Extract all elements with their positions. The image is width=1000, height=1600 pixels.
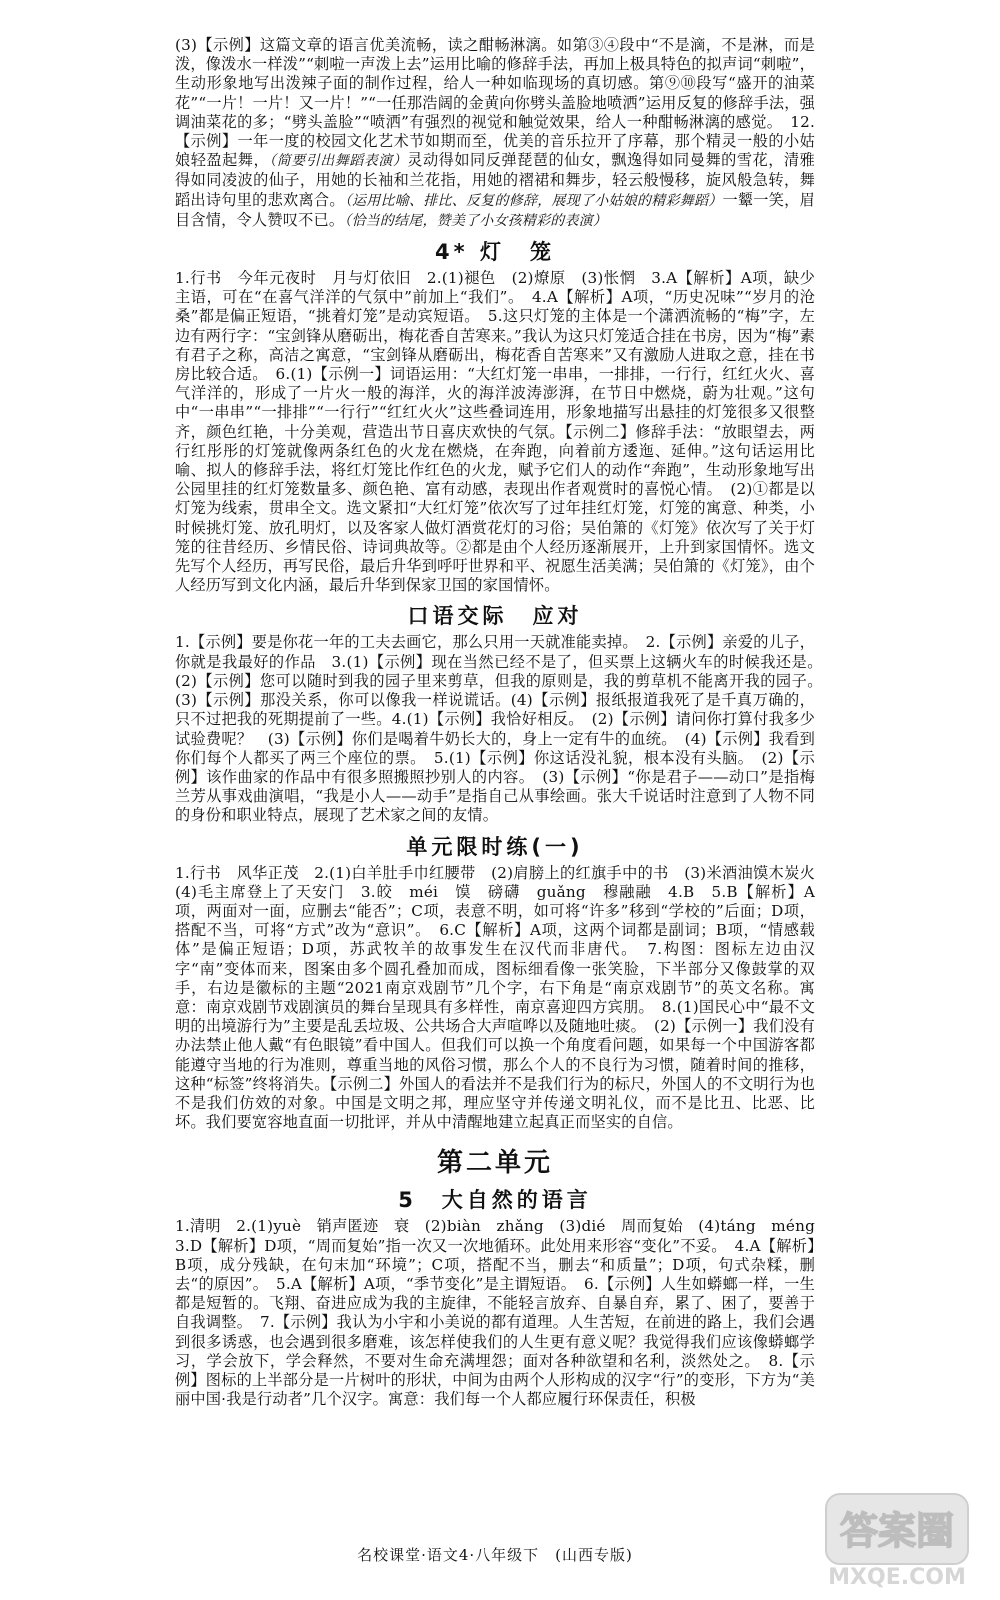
annotation: （简要引出舞蹈表演） xyxy=(269,153,408,170)
lesson-4-title: 4* 灯 笼 xyxy=(435,240,555,265)
lesson-4-answers: 1.行书 今年元夜时 月与灯依旧 2.(1)褪色 (2)燎原 (3)怅惘 3.A【解析】A项，缺少主语，可在“在喜气洋洋的气氛中”前加上“我们”。 4.A【解析】A项，“历史况味”“岁月的沧桑”都是偏正短语，“挑着灯笼”是动宾短语。 5.这只灯笼的主体是一个潇洒流畅的“梅”字，左边有两行字：“宝剑锋从磨砺出，梅花香自苦寒来。”我认为这只灯笼适合挂在书房，因为“梅”素有君子之称，高洁之寓意，“宝剑锋从磨砺出，梅花香自苦寒来”又有激励人进取之意，挂在书房比较合适。 6.(1)【示例一】词语运用：“大红灯笼一串串，一排排，一行行，红红火火、喜气洋洋的，形成了一片火一般的海洋，火的海洋波涛澎湃，在节日中燃烧，蔚为壮观。”这句中“一串串”“一排排”“一行行”“红红火火”这些叠词连用，形象地描写出悬挂的灯笼很多又很整齐，颜色红艳，十分美观，营造出节日喜庆欢快的气氛。【示例二】修辞手法：“放眼望去，两行红彤彤的灯笼就像两条红色的火龙在燃烧，在奔跑，向着前方逶迤、延伸。”这句话运用比喻、拟人的修辞手法，将红灯笼比作红色的火龙，赋予它们人的动作“奔跑”，生动形象地写出公园里挂的红灯笼数量多、颜色艳、富有动感，表现出作者观赏时的喜悦心情。 (2)①都是以灯笼为线索，贯串全文。选文紧扣“大红灯笼”依次写了过年挂红灯笼，灯笼的寓意、种类，小时候挑灯笼、放孔明灯，以及客家人做灯酒赏花灯的习俗；吴伯箫的《灯笼》依次写了关于灯笼的往昔经历、乡情民俗、诗词典故等。②都是由个人经历逐渐展开，上升到家国情怀。选文先写个人经历，再写民俗，最后升华到呼吁世界和平、祝愿生活美满；吴伯箫的《灯笼》，由个人经历写到文化内涵，最后升华到保家卫国的家国情怀。 xyxy=(175,269,815,595)
watermark-url: MXQE.COM xyxy=(828,1565,966,1590)
page-footer: 名校课堂·语文4·八年级下 (山西专版) xyxy=(357,1546,633,1564)
annotation: （恰当的结尾，赞美了小女孩精彩的表演） xyxy=(344,212,608,229)
answer-text: (3)【示例】这篇文章的语言优美流畅，读之酣畅淋漓。如第③④段中“不是滴，不是淋，而是泼，像泼水一样泼”“刺啦一声泼上去”运用比喻的修辞手法，再加上极具特色的拟声词“刺啦”，生动形象地写出泼辣子面的制作过程，给人一种如临现场的真切感。第⑨⑩段写“盛开的油菜花”“一片！一片！又一片！”“一任那浩阔的金黄向你劈头盖脸地喷洒”运用反复的修辞手法，强调油菜花的多；“劈头盖脸”“喷洒”有强烈的视觉和触觉效果，给人一种酣畅淋漓的感觉。 12.【示例】一年一度的校园文化艺术节如期而至，优美的音乐拉开了序幕，那个精灵一般的小姑娘轻盈起舞， xyxy=(175,36,815,170)
lesson-5-title: 5 大自然的语言 xyxy=(398,1188,592,1213)
unit-timed-practice-title: 单元限时练(一) xyxy=(406,834,584,859)
oral-communication-title: 口语交际 应对 xyxy=(407,604,583,629)
lesson-5-answers: 1.清明 2.(1)yuè 销声匿迹 衰 (2)biàn zhǎng (3)dié 周而复始 (4)táng méng 3.D【解析】D项，“周而复始”指一次又一次地循环。此处用来形容“变化”不妥。 4.A【解析】B项，成分残缺，在句末加“环境”；C项，搭配不当，删去“和质量”；D项，句式杂糅，删去“的原因”。 5.A【解析】A项，“季节变化”是主谓短语。 6.【示例】人生如蟒螂一样，一生都是短暂的。飞翔、奋进应成为我的主旋律，不能轻言放弃、自暴自弃，累了、困了，要善于自我调整。 7.【示例】我认为小宇和小美说的都有道理。人生苦短，在前进的路上，我们会遇到很多诱惑，也会遇到很多磨难，该怎样使我们的人生更有意义呢？我觉得我们应该像蟒螂学习，学会放下，学会释然，不要对生命充满埋怨；面对各种欲望和名利，淡然处之。 8.【示例】图标的上半部分是一片树叶的形状，中间为由两个人形构成的汉字“行”的变形，下方为“美丽中国·我是行动者”几个汉字。寓意：我们每一个人都应履行环保责任，积极 xyxy=(175,1217,831,1409)
answer-text: 灵动得如同反弹琵琶的仙女，飘逸得如同曼舞的雪花，清雅得如同凌波的仙子，用她的长袖和兰花指，用她的褶裙和舞步，轻云般慢移，旋风般急转，舞蹈出诗句里的悲欢离合。 xyxy=(175,151,816,209)
continued-answer xyxy=(175,36,815,231)
answer-text: 一颦一笑，眉目含情，令人赞叹不已。 xyxy=(175,190,815,229)
watermark-text: 答案圈 xyxy=(839,1509,955,1553)
annotation: （运用比喻、排比、反复的修辞，展现了小姑娘的精彩舞蹈） xyxy=(344,192,723,209)
unit-timed-practice-answers: 1.行书 风华正茂 2.(1)白羊肚手巾红腰带 (2)肩膀上的红旗手中的书 (3)米酒油馍木炭火 (4)毛主席登上了天安门 3.皎 méi 馍 磅礴 guǎng 穆融融 4.B 5.B【解析】A项，两面对一面，应删去“能否”；C项，表意不明，如可将“许多”移到“学校的”后面；D项，搭配不当，可将“方式”改为“意识”。 6.C【解析】A项，这两个词都是副词；B项，“情感载体”是偏正短语；D项，苏武牧羊的故事发生在汉代而非唐代。 7.构图：图标左边由汉字“南”变体而来，图案由多个圆孔叠加而成，图标细看像一张笑脸，下半部分又像鼓掌的双手，右边是徽标的主题“2021南京戏剧节”几个字，右下角是“南京戏剧节”的英文名称。寓意：南京戏剧节戏剧演员的舞台呈现具有多样性，南京喜迎四方宾朋。 8.(1)国民心中“最不文明的出境游行为”主要是乱丢垃圾、公共场合大声喧哗以及随地吐痰。 (2)【示例一】我们没有办法禁止他人戴“有色眼镜”看中国人。但我们可以换一个角度看问题，如果每一个中国游客都能遵守当地的行为准则，尊重当地的风俗习惯，那么个人的不良行为习惯，随着时间的推移，这种“标签”终将消失。【示例二】外国人的看法并不是我们行为的标尺，外国人的不文明行为也不是我们仿效的对象。中国是文明之邦，理应坚守并传递文明礼仪，而不是比丑、比恶、比坏。我们要宽容地直面一切批评，并从中清醒地建立起真正而坚实的自信。 xyxy=(175,863,831,1132)
watermark-logo xyxy=(822,1490,972,1590)
unit-2-heading: 第二单元 xyxy=(436,1148,553,1179)
oral-communication-answers: 1.【示例】要是你花一年的工夫去画它，那么只用一天就准能卖掉。 2.【示例】亲爱的儿子，你就是我最好的作品 3.(1)【示例】现在当然已经不是了，但买票上这辆火车的时候我还是。 (2)【示例】您可以随时到我的园子里来剪草，但我的原则是，我的剪草机不能离开我的园子。 (3)【示例】那没关系，你可以像我一样说谎话。(4)【示例】报纸报道我死了是千真万确的，只不过把我的死期提前了一些。4.(1)【示例】我恰好相反。 (2)【示例】请问你打算付我多少试验费呢？ (3)【示例】你们是喝着牛奶长大的，身上一定有牛的血统。 (4)【示例】我看到你们每个人都买了两三个座位的票。 5.(1)【示例】你这话没礼貌，根本没有头脑。 (2)【示例】该作曲家的作品中有很多照搬照抄别人的内容。 (3)【示例】“你是君子——动口”是指梅兰芳从事戏曲演唱，“我是小人——动手”是指自己从事绘画。张大千说话时注意到了人物不同的身份和职业特点，展现了艺术家之间的友情。 xyxy=(175,633,831,825)
answer-page xyxy=(175,36,831,1409)
